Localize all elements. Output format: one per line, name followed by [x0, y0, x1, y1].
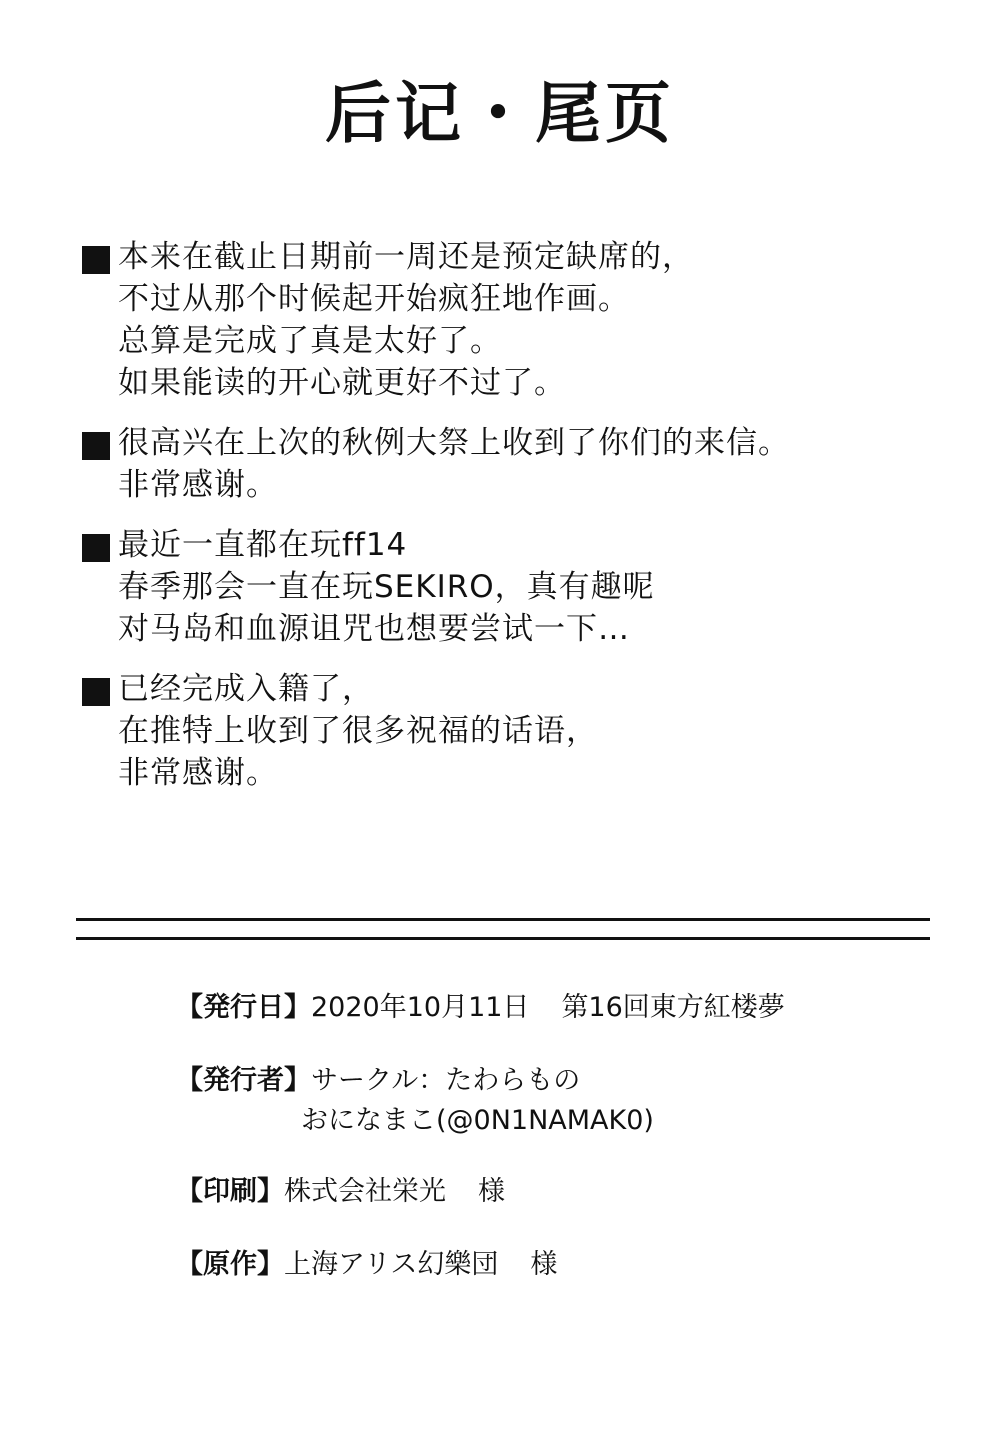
note-line: 非常感谢。 [118, 467, 278, 503]
colophon-circle-name: サークル：たわらもの [311, 1065, 581, 1096]
square-bullet-icon [82, 678, 110, 706]
colophon-original-honorific: 様 [530, 1249, 558, 1280]
note-line: 总算是完成了真是太好了。 [118, 323, 502, 359]
note-item [82, 236, 942, 404]
square-bullet-icon [82, 432, 110, 460]
colophon-publisher-label: 【発行者】 [176, 1065, 311, 1096]
colophon-printer-honorific: 様 [478, 1176, 505, 1207]
note-line: 如果能读的开心就更好不过了。 [118, 365, 566, 401]
colophon [176, 988, 936, 1285]
page-title: 后记・尾页 [325, 75, 675, 152]
colophon-original-label: 【原作】 [176, 1249, 284, 1280]
divider-line-top [76, 918, 930, 921]
colophon-date-label: 【発行日】 [176, 992, 311, 1023]
colophon-date-value: 2020年10月11日 [311, 992, 530, 1023]
note-line: 对马岛和血源诅咒也想要尝试一下… [118, 611, 630, 647]
colophon-printer-row [176, 1172, 936, 1212]
note-line: 在推特上收到了很多祝福的话语， [118, 713, 598, 749]
note-item [82, 668, 942, 794]
note-item [82, 422, 942, 506]
colophon-original-work: 上海アリス幻樂団 [284, 1249, 499, 1280]
colophon-event-name: 第16回東方紅楼夢 [561, 992, 785, 1023]
colophon-author-name: おになまこ(@0N1NAMAK0) [301, 1105, 654, 1136]
colophon-publisher-row [176, 1061, 936, 1141]
note-line: 春季那会一直在玩SEKIRO，真有趣呢 [118, 569, 655, 605]
note-item [82, 524, 942, 650]
note-line: 不过从那个时候起开始疯狂地作画。 [118, 281, 630, 317]
note-line: 非常感谢。 [118, 755, 278, 791]
colophon-printer-name: 株式会社栄光 [284, 1176, 446, 1207]
afterword-notes [82, 236, 942, 794]
note-line: 本来在截止日期前一周还是预定缺席的， [118, 239, 694, 275]
note-line: 很高兴在上次的秋例大祭上收到了你们的来信。 [118, 425, 790, 461]
colophon-printer-label: 【印刷】 [176, 1176, 284, 1207]
note-line: 最近一直都在玩ff14 [118, 527, 408, 563]
colophon-original-row [176, 1245, 936, 1285]
square-bullet-icon [82, 246, 110, 274]
colophon-date-row [176, 988, 936, 1028]
note-line: 已经完成入籍了， [118, 671, 374, 707]
square-bullet-icon [82, 534, 110, 562]
divider-line-bottom [76, 937, 930, 940]
